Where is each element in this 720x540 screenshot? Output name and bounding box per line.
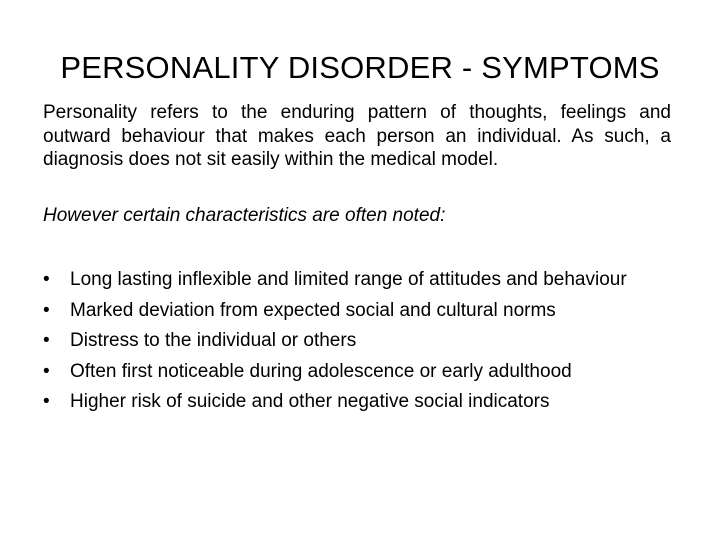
bullet-icon: • xyxy=(43,299,50,321)
symptom-list xyxy=(43,268,671,414)
slide-title: PERSONALITY DISORDER - SYMPTOMS xyxy=(60,50,660,85)
list-item xyxy=(43,268,671,292)
bullet-icon: • xyxy=(43,360,50,382)
intro-paragraph: Personality refers to the enduring pattern of thoughts, feelings and outward behaviour that makes each person an individual. As such, a diagnosis does not sit easily within the medical model. xyxy=(43,102,671,170)
list-item-text: Distress to the individual or others xyxy=(70,330,357,351)
list-item xyxy=(43,360,671,384)
list-item xyxy=(43,299,671,323)
bullet-icon: • xyxy=(43,269,50,290)
list-item-text: Marked deviation from expected social and cultural norms xyxy=(70,299,556,321)
list-item xyxy=(43,329,671,353)
list-item-text: Long lasting inflexible and limited range of attitudes and behaviour xyxy=(70,269,627,290)
bullet-icon: • xyxy=(43,330,50,351)
list-item-text: Often first noticeable during adolescence or early adulthood xyxy=(70,360,572,382)
list-item xyxy=(43,390,671,414)
bullet-icon: • xyxy=(43,391,50,412)
list-item-text: Higher risk of suicide and other negative social indicators xyxy=(70,391,550,412)
slide-body xyxy=(43,101,671,421)
lead-in-text: However certain characteristics are often noted: xyxy=(43,204,446,226)
